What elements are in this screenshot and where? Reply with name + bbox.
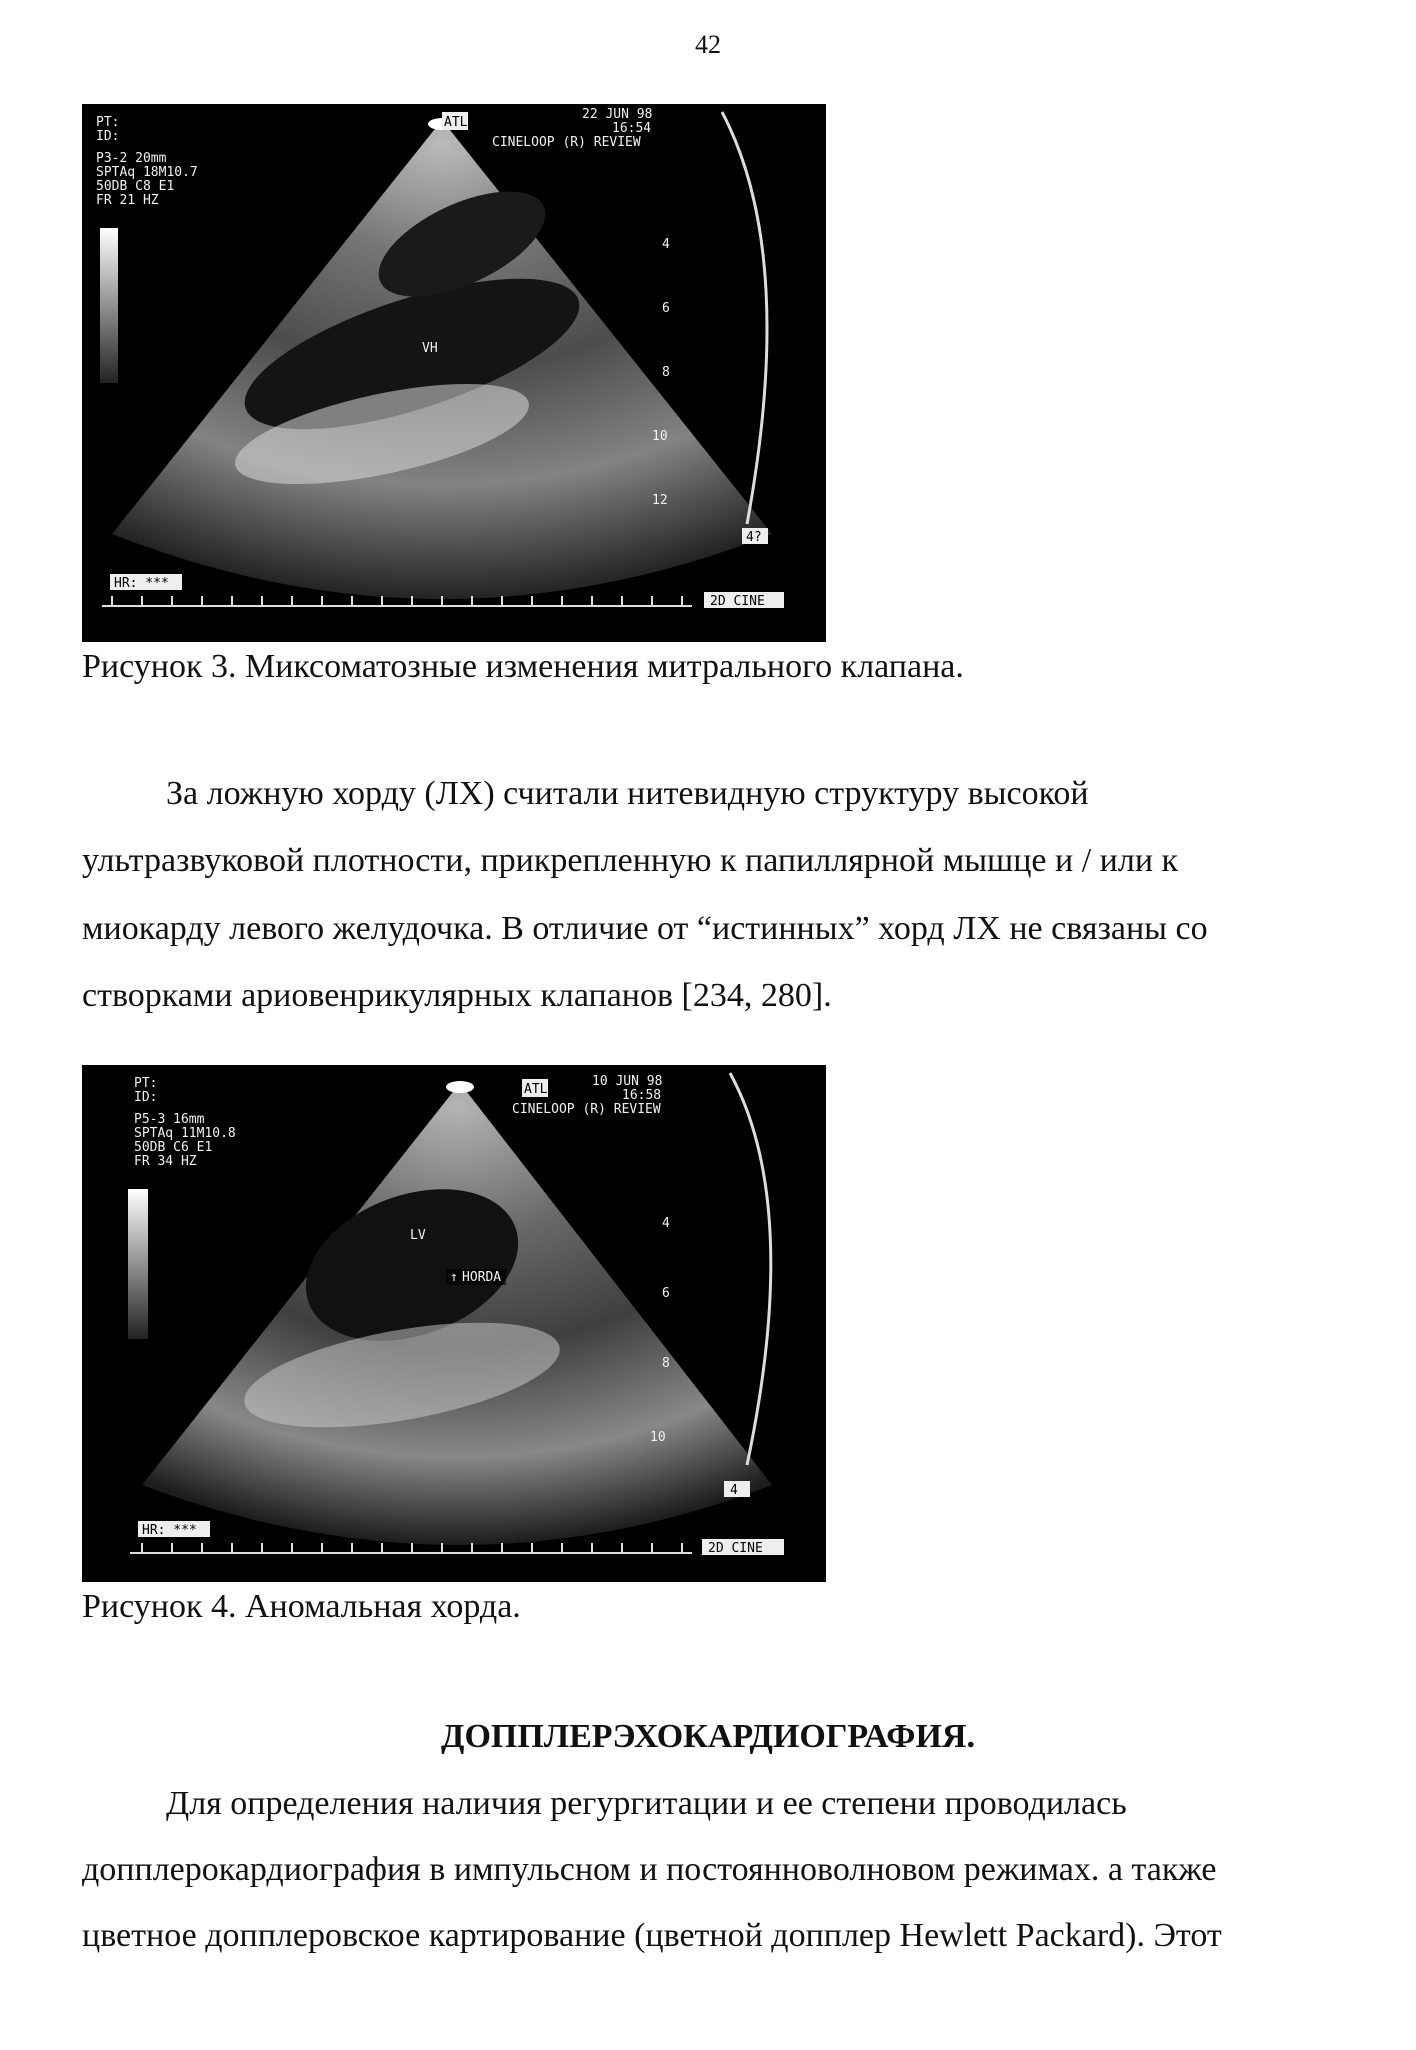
ultrasound-scan-graphic [82,104,826,642]
paragraph-line: допплерокардиография в импульсном и постоянноволновом режимах. а также [82,1851,1217,1888]
depth-label: 10 [650,1430,666,1445]
label-vh: VH [422,341,438,356]
atl-logo: ATL [444,115,468,130]
heart-rate: HR: *** [114,576,169,591]
depth-value: 4? [746,530,762,545]
cine-mode: 2D CINE [710,594,765,609]
label-lv: LV [410,1228,426,1243]
overlay-time: 16:54 [612,121,652,136]
overlay-date: 22 JUN 98 [582,107,653,122]
arrow-up-icon: ↑ [450,1270,458,1285]
overlay-pt: PT: [96,115,120,130]
cine-mode: 2D CINE [708,1541,763,1556]
paragraph-line: створками ариовенрикулярных клапанов [234, 280]. [82,977,832,1014]
ultrasound-image-figure-3 [82,104,826,642]
overlay-probe: P5-3 16mm [134,1112,205,1127]
depth-label: 12 [652,493,668,508]
depth-label: 8 [662,365,670,380]
overlay-sptaq: SPTAq 18M10.7 [96,165,198,180]
depth-value: 4 [730,1483,738,1498]
overlay-gain: 50DB C8 E1 [96,179,175,194]
page-number: 42 [695,30,721,59]
overlay-pt: PT: [134,1076,158,1091]
ultrasound-image-figure-4 [82,1065,826,1582]
label-horda: HORDA [462,1270,502,1285]
depth-label: 8 [662,1356,670,1371]
depth-label: 10 [652,429,668,444]
overlay-frame-rate: FR 34 HZ [134,1154,197,1169]
depth-label: 6 [662,301,670,316]
depth-label: 4 [662,1216,670,1231]
overlay-mode: CINELOOP (R) REVIEW [512,1102,661,1117]
heart-rate: HR: *** [142,1523,197,1538]
paragraph-line: миокарду левого желудочка. В отличие от “истинных” хорд ЛХ не связаны со [82,910,1208,947]
overlay-time: 16:58 [622,1088,662,1103]
section-heading: ДОППЛЕРЭХОКАРДИОГРАФИЯ. [441,1718,975,1755]
ultrasound-scan-graphic [82,1065,826,1582]
overlay-id: ID: [134,1090,158,1105]
figure-3-caption: Рисунок 3. Миксоматозные изменения митрального клапана. [82,648,964,685]
overlay-sptaq: SPTAq 11M10.8 [134,1126,236,1141]
overlay-mode: CINELOOP (R) REVIEW [492,135,641,150]
paragraph-line: Для определения наличия регургитации и ее степени проводилась [166,1785,1127,1822]
paragraph-line: цветное допплеровское картирование (цветной допплер Hewlett Packard). Этот [82,1917,1222,1954]
overlay-probe: P3-2 20mm [96,151,167,166]
atl-logo: ATL [524,1082,548,1097]
depth-label: 6 [662,1286,670,1301]
overlay-date: 10 JUN 98 [592,1074,663,1089]
overlay-id: ID: [96,129,120,144]
depth-label: 4 [662,237,670,252]
figure-4-caption: Рисунок 4. Аномальная хорда. [82,1588,521,1625]
overlay-gain: 50DB C6 E1 [134,1140,213,1155]
paragraph-line: За ложную хорду (ЛХ) считали нитевидную структуру высокой [166,775,1089,812]
overlay-frame-rate: FR 21 HZ [96,193,159,208]
paragraph-line: ультразвуковой плотности, прикрепленную к папиллярной мышце и / или к [82,842,1179,879]
